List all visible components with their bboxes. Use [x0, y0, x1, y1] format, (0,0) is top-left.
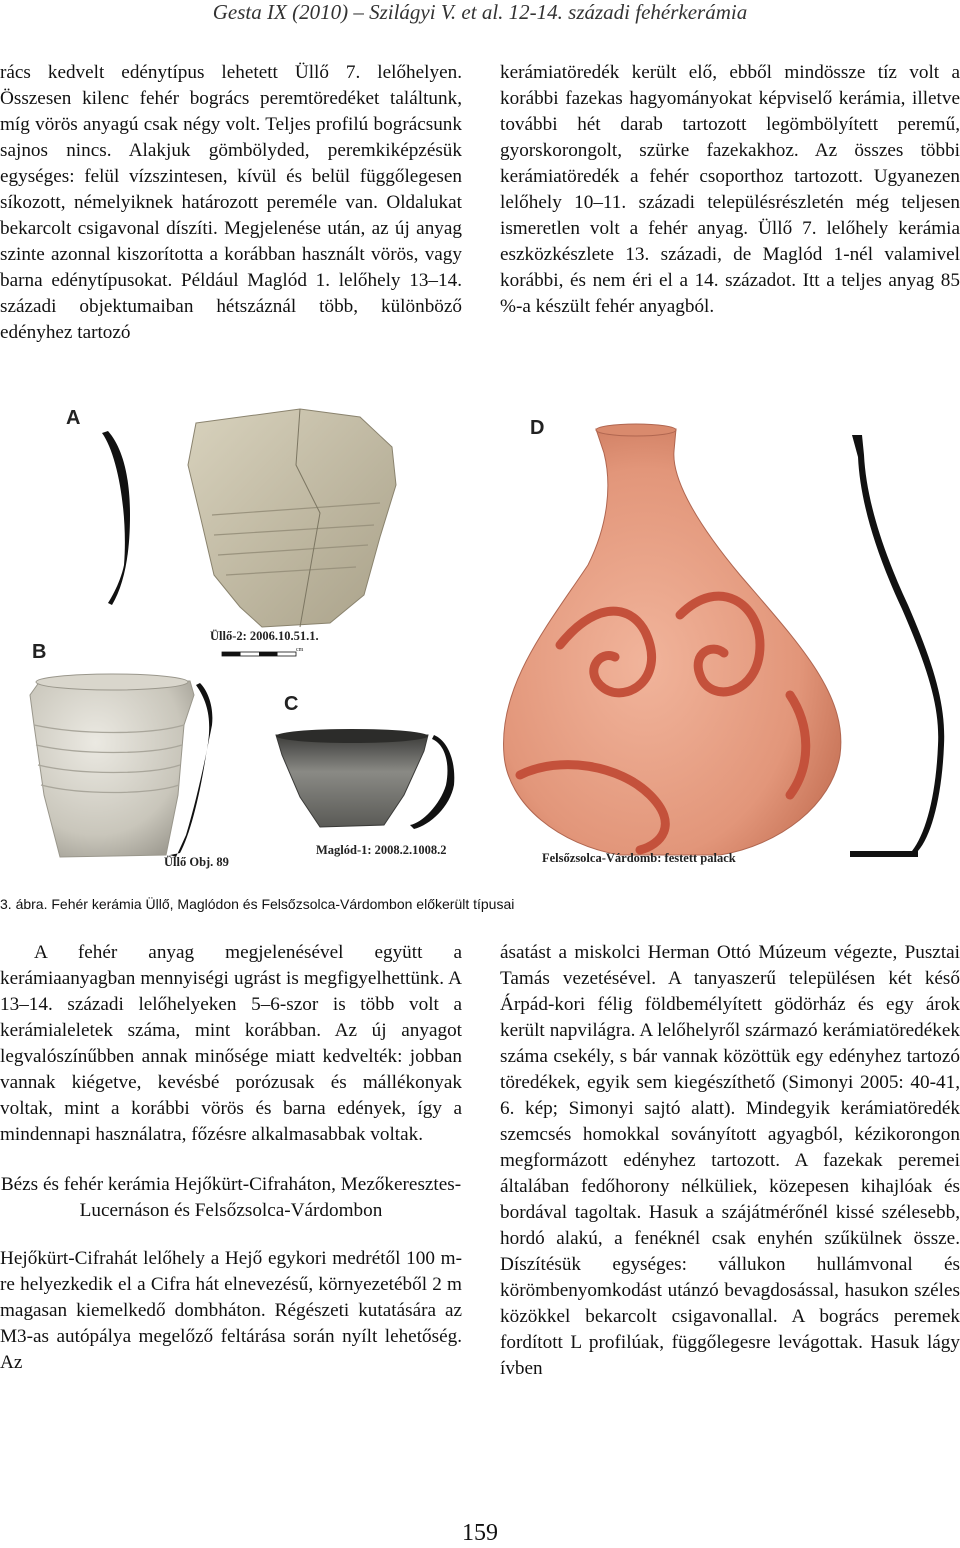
- paragraph: ásatást a miskolci Herman Ottó Múzeum végezte, Pusztai Tamás vezetésével. A tanyaszerű településen két késő Árpád-kori félig földbemélyített gödörház és egy árok került napvilágra. A lelőhelyről származó kerámiatöredékek száma csekély, s bár vannak közöttük egy edényhez tartozó töredékek, egyik sem kiegészíthető (Simonyi 2005: 40-41, 6. kép; Simonyi sajtó alatt). Mindegyik kerámiatöredék szemcsés homokkal soványított agyagból, kézikorongon megformázott edényhez tartozott. A fazekak peremei általában fedőhorony nélküliek, közepesen kihajlóak és bordával tagoltak. Hasuk a szájátmérőnél kissé szélesebb, hordó alakú, a fenéknél csak enyhén szűkülnek össze. Díszítésük egységes: vállukon hullámvonal és körömbenyomkodást utánzó bevagdosással, hasukon széles közökkel bekarcolt csigavonallal. A bogrács peremek fordított L profilúak, függőlegesre levágottak. Hasuk lágy ívben: [500, 942, 960, 1379]
- page-number: 159: [462, 1520, 498, 1546]
- text-column-bottom-left: [0, 940, 462, 1376]
- figure-caption: 3. ábra. Fehér kerámia Üllő, Maglódon és Felsőzsolca-Várdombon előkerült típusai: [0, 896, 515, 912]
- text-column-top-left: [0, 60, 462, 346]
- paragraph: Hejőkürt-Cifrahát lelőhely a Hejő egykori medrétől 100 m-re helyezkedik el a Cifra hát elnevezésű, környezetéből 2 m magasan kiemelkedő dombháton. Régészeti kutatására az M3-as autópálya megelőző feltárása során nyílt lehetőség. Az: [0, 1248, 462, 1373]
- figure-letter-a: A: [66, 407, 81, 429]
- sherd-a-photo: [188, 409, 396, 627]
- text-column-bottom-right: [500, 940, 960, 1382]
- pot-b-photo: [30, 681, 194, 857]
- figure-artwork: [0, 395, 960, 885]
- figure-label-b: Üllő Obj. 89: [164, 855, 229, 869]
- sherd-a-profile: [102, 431, 130, 605]
- figure-label-c: Maglód-1: 2008.2.1008.2: [316, 843, 447, 857]
- figure-letter-d: D: [530, 417, 545, 439]
- paragraph: kerámiatöredék került elő, ebből mindössze tíz volt a korábbi fazekas hagyományokat képviselő kerámia, illetve további hét darab tartozott legömbölyített peremű, gyorskorongolt, szürke fazekakhoz. Az összes többi kerámiatöredék a fehér csoporthoz tartozott. Ugyanezen lelőhely 10–11. századi településrészletén még teljesen ismeretlen volt a fehér anyag. Üllő 7. lelőhely kerámia eszközkészlete 13. századi, de Maglód 1-nél valamivel korábbi, és nem éri el a 14. századot. Itt a teljes anyag 85 %-a készült fehér anyagból.: [500, 62, 960, 317]
- figure-letter-b: B: [32, 641, 47, 663]
- bowl-c-photo: [276, 735, 428, 827]
- flask-d-profile: [850, 435, 944, 857]
- figure-label-a: Üllő-2: 2006.10.51.1.: [210, 629, 319, 643]
- section-heading: Bézs és fehér kerámia Hejőkürt-Cifraháton, Mezőkeresztes-Lucernáson és Felsőzsolca-Várdombon: [0, 1174, 462, 1221]
- paragraph: A fehér anyag megjelenésével együtt a kerámiaanyagban mennyiségi ugrást is megfigyelhettünk. A 13–14. századi lelőhelyeken 5–6-szor is több volt a kerámialeletek száma, mint korábban. Az új anyagot legvalószínűbben annak minősége miatt kedvelték: jobban vannak kiégetve, kevésbé porózusak és mállékonyak voltak, mint a korábbi vörös és barna edények, így a mindennapi használatra, főzésre alkalmasabbak voltak.: [0, 942, 462, 1145]
- figure-letter-c: C: [284, 693, 299, 715]
- figure-3: [0, 395, 960, 885]
- scale-unit: cm: [296, 647, 304, 653]
- paragraph: rács kedvelt edénytípus lehetett Üllő 7. lelőhelyen. Összesen kilenc fehér bogrács peremtöredéket találtunk, míg vörös anyagú csak négy volt. Teljes profilú bográcsunk sajnos nincs. Alakjuk gömbölyded, peremkiképzésük egységes: felül vízszintesen, kívül és belül függőlegesen síkozott, némelyiknek határozott pereméle van. Oldalukat bekarcolt csigavonal díszíti. Megjelenése után, az új anyag szinte azonnal kiszorította a korábban használt vörös, vagy barna edénytípusokat. Például Maglód 1. lelőhely 13–14. századi objektumaiban hétszáznál több, különböző edényhez tartozó: [0, 62, 462, 343]
- running-header: Gesta IX (2010) – Szilágyi V. et al. 12-14. századi fehérkerámia: [212, 0, 748, 24]
- text-column-top-right: [500, 60, 960, 320]
- figure-label-d: Felsőzsolca-Várdomb: festett palack: [542, 851, 736, 865]
